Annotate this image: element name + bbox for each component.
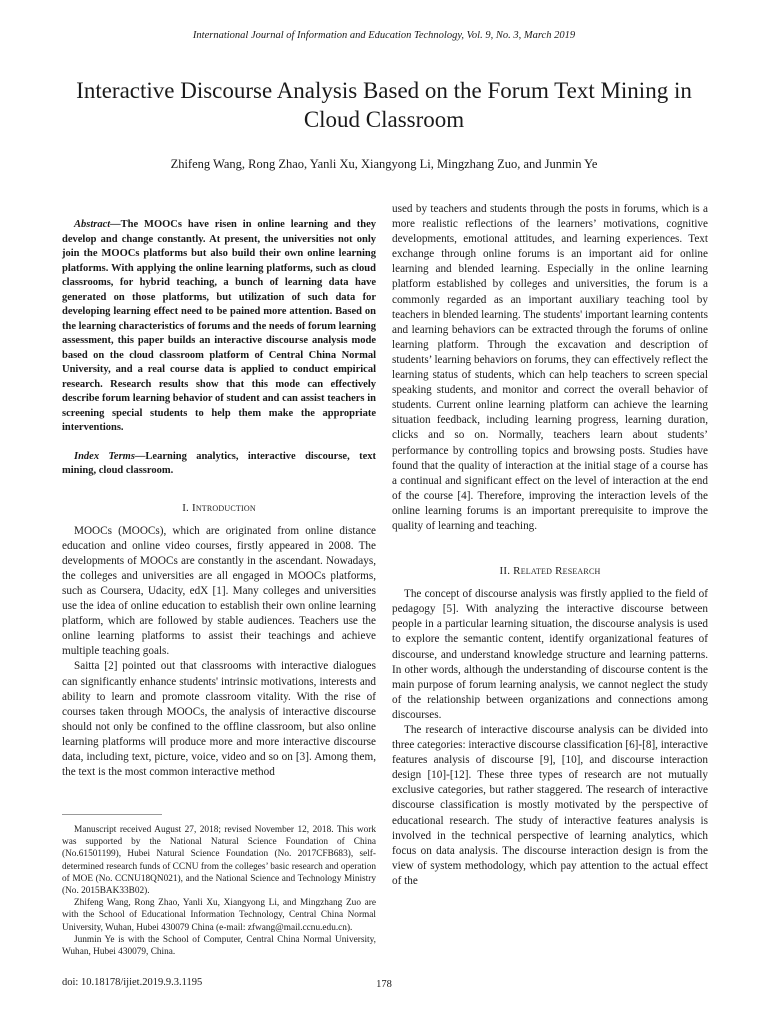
abstract-label: Abstract xyxy=(74,219,111,230)
abstract xyxy=(62,218,376,436)
section-number: II. xyxy=(499,565,511,578)
section-title: Related Research xyxy=(513,565,601,578)
section-number: I. xyxy=(182,501,190,514)
paper-title: Interactive Discourse Analysis Based on the Forum Text Mining in Cloud Classroom xyxy=(76,78,692,132)
index-terms-text: —Learning analytics, interactive discourse, text mining, cloud classroom. xyxy=(62,450,376,476)
index-terms-label: Index Terms xyxy=(74,450,135,462)
body-paragraph: The concept of discourse analysis was firstly applied to the field of pedagogy [5]. With analyzing the interactive discourse between people in a particular learning situation, the discourse analysis is used to explore the semantic content, identify organizational features of discourse, and understand knowledge structure and learning patterns. In other words, although the understanding of discourse content is the main purpose of forum learning analysis, we cannot neglect the study of the relationship between organizations and connections among discourses. xyxy=(392,588,708,721)
body-paragraph: The research of interactive discourse analysis can be divided into three categories: interactive discourse classification [6]-[8], interactive features analysis of discourse [9], [10], and discourse interaction design [10]-[12]. These three types of research are not mutually exclusive categories, but rather staggered. The research of interactive discourse classification is mostly motivated by the perspective of educational research. The study of interactive features analysis is involved in the technical perspective of learning analytics, which focus on data analysis. The discourse interaction design is from the view of system methodology, which pay attention to the actual effect of the xyxy=(392,724,708,887)
page-number: 178 xyxy=(376,979,392,990)
section-title: Introduction xyxy=(191,501,256,514)
footnote-affiliation: Zhifeng Wang, Rong Zhao, Yanli Xu, Xiangyong Li, and Mingzhang Zuo are with the School of Educational Information Technology, Central China Normal University, Wuhan, Hubei 430079 China (e-mail: zfwang@mail.ccnu.edu.cn). xyxy=(62,898,376,933)
footnote-affiliation: Junmin Ye is with the School of Computer, Central China Normal University, Wuhan, Hubei 430079, China. xyxy=(62,934,376,958)
section-heading-related-research xyxy=(392,564,708,579)
author-list: Zhifeng Wang, Rong Zhao, Yanli Xu, Xiangyong Li, Mingzhang Zuo, and Junmin Ye xyxy=(170,157,598,171)
section-heading-introduction xyxy=(62,501,376,516)
journal-header: International Journal of Information and Education Technology, Vol. 9, No. 3, March 2019 xyxy=(192,30,576,41)
footnotes xyxy=(62,824,376,958)
abstract-text: —The MOOCs have risen in online learning and they develop and change constantly. At present, the universities not only join the MOOCs platforms but also build their own online learning platforms. With applying the online learning platforms, such as cloud classrooms, for hybrid teaching, a bunch of learning data have generated on those platforms, but utilization of such data for developing learning effect need to be pained more attention. Based on the learning characteristics of forums and the needs of forum learning assessment, this paper builds an interactive discourse analysis mode based on the cloud classroom platform of Central China Normal University, and a real course data is applied to conduct empirical research. Research results show that this mode can effectively describe forum learning behavior of student and can assist teachers in screening special students to help them make the appropriate interventions. xyxy=(62,219,376,433)
footnote-divider xyxy=(62,814,162,815)
footnote-manuscript: Manuscript received August 27, 2018; revised November 12, 2018. This work was supported by the National Natural Science Foundation of China (No.61501199), Hubei Natural Science Foundation (No. 2017CFB683), self-determined research funds of CCNU from the colleges’ basic research and operation of MOE (No. CCNU18QN021), and the National Science and Technology Ministry (No. 2015BAK33B02). xyxy=(62,825,376,897)
index-terms xyxy=(62,450,376,479)
right-column xyxy=(392,202,708,889)
body-paragraph: Saitta [2] pointed out that classrooms with interactive dialogues can significantly enhance students' intrinsic motivations, interests and ability to learn and promote classroom vitality. With the rise of courses taken through MOOCs, the analysis of interactive discourse should not only be confined to the offline classroom, but also online learning platforms will produce more and more interactive discourse data, including text, picture, voice, video and so on [3]. Among them, the text is the most common interactive method xyxy=(62,660,376,779)
doi: doi: 10.18178/ijiet.2019.9.3.1195 xyxy=(62,977,203,988)
body-paragraph: MOOCs (MOOCs), which are originated from online distance education and online video courses, firstly appeared in 2008. The developments of MOOCs are constantly in the ascendant. Nowadays, the colleges and universities are all engaged in MOOCs platforms, such as Coursera, Udacity, edX [1]. Many colleges and universities use the idea of online education to establish their own online learning platform, which are followed by stable audiences. Teachers use the online learning platforms to assist their teachings and achieve multiple teaching goals. xyxy=(62,524,376,658)
body-paragraph-continued: used by teachers and students through the posts in forums, which is a more realistic reflections of the learners’ motivations, cognitive developments, emotional attitudes, and learning experiences. Text exchange through online forums is an important aid for online learning and blended learning. Especially in the online learning platform established by colleges and universities, the forum is a commonly regarded as an important auxiliary teaching tool by teachers in blended learning. The students' important learning contents and learning behaviors can be extracted through the forums of online learning platform. Through the excavation and description of students’ learning behaviors on forums, they can effectively reflect the learning status of students, which can help teachers to screen special speaking students, and monitor and correct the overall behavior of students. Current online learning platform can achieve the learning situation feedback, including learning progress, learning duration, clicks and so on. Normally, teachers learn about students’ performance by controlling topics and browsing posts. Studies have found that the quality of interaction at the initial stage of a course has a continual and significant effect on the level of interaction at the end of the course [4]. Therefore, improving the interaction levels of the online learning forums is an important prerequisite to improve the quality of learning and teaching. xyxy=(392,203,708,532)
left-column xyxy=(62,218,376,780)
